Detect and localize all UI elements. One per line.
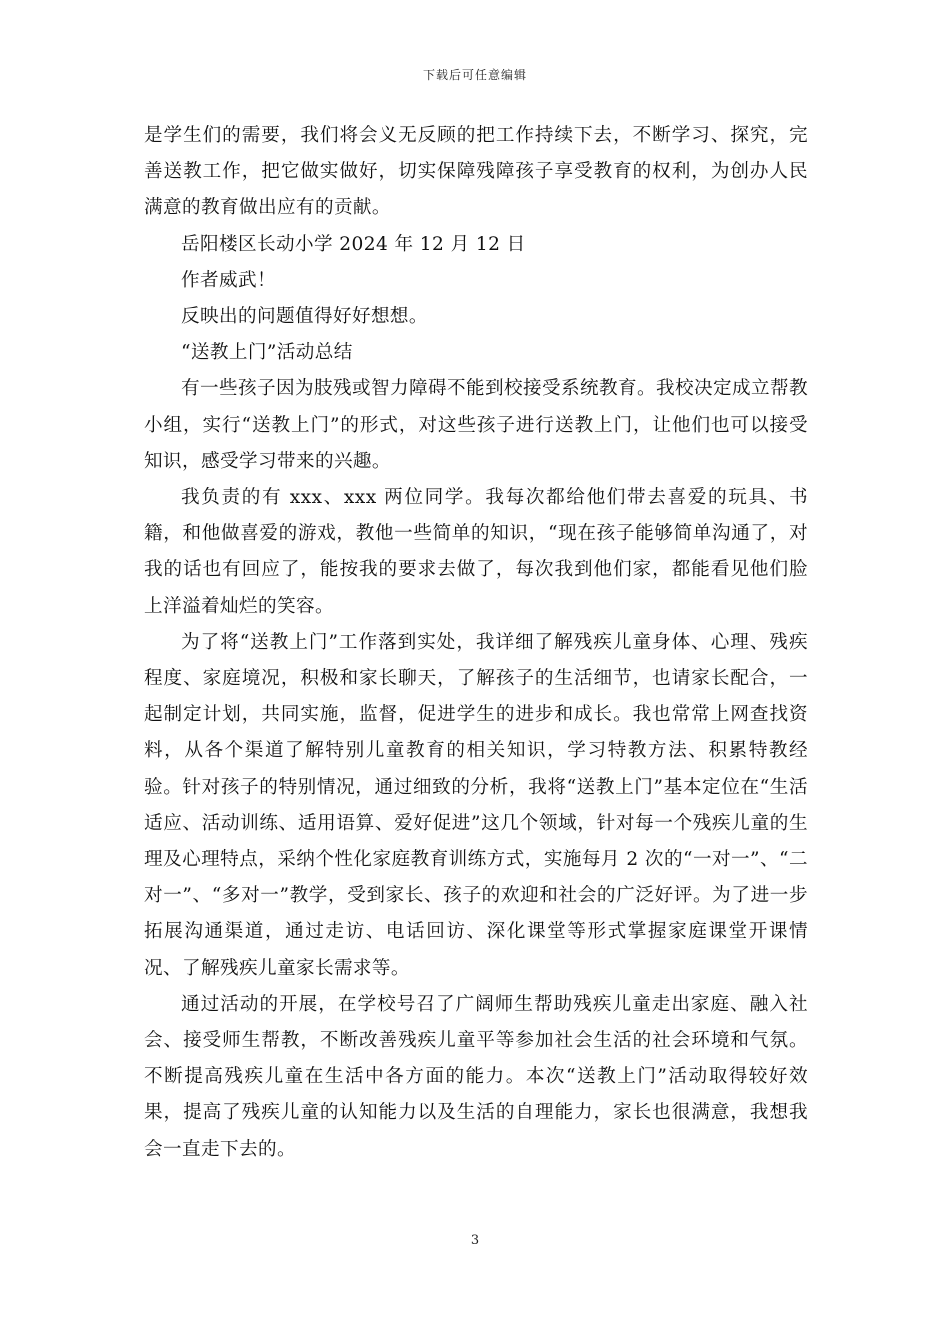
page-header: 下载后可任意编辑 xyxy=(422,68,527,82)
paragraph-implementation: 为了将“送教上门”工作落到实处，我详细了解残疾儿童身体、心理、残疾程度、家庭境况，积极和家长聊天，了解孩子的生活细节，也请家长配合，一起制定计划，共同实施，监督，促进学生的进步和成长。我也常常上网查找资料，从各个渠道了解特别儿童教育的相关知识，学习特教方法、积累特教经验。针对孩子的特别情况，通过细致的分析，我将“送教上门”基本定位在“生活适应、活动训练、适用语算、爱好促进”这几个领域，针对每一个残疾儿童的生理及心理特点，采纳个性化家庭教育训练方式，实施每月 2 次的“一对一”、“二对一”、“多对一”教学，受到家长、孩子的欢迎和社会的广泛好评。为了进一步拓展沟通渠道，通过走访、电话回访、深化课堂等形式掌握家庭课堂开课情况、了解残疾儿童家长需求等。 xyxy=(144,631,808,979)
page-number: 3 xyxy=(470,1233,480,1248)
section-title: “送教上门”活动总结 xyxy=(181,342,353,364)
signature-date-line: 岳阳楼区长动小学 2024 年 12 月 12 日 xyxy=(181,233,526,255)
document-body xyxy=(144,118,808,1168)
paragraph-responsibility: 我负责的有 xxx、xxx 两位同学。我每次都给他们带去喜爱的玩具、书籍，和他做喜爱的游戏，教他一些简单的知识，“现在孩子能够简单沟通了，对我的话也有回应了，能按我的要求去做了，每次我到他们家，都能看见他们脸上洋溢着灿烂的笑容。 xyxy=(144,487,808,617)
paragraph-results: 通过活动的开展，在学校号召了广阔师生帮助残疾儿童走出家庭、融入社会、接受师生帮教，不断改善残疾儿童平等参加社会生活的社会环境和气氛。不断提高残疾儿童在生活中各方面的能力。本次“送教上门”活动取得较好效果，提高了残疾儿童的认知能力以及生活的自理能力，家长也很满意，我想我会一直走下去的。 xyxy=(144,993,808,1160)
comment-line-author: 作者威武！ xyxy=(181,269,276,291)
comment-line-reflection: 反映出的问题值得好好想想。 xyxy=(181,306,428,328)
paragraph-intro: 有一些孩子因为肢残或智力障碍不能到校接受系统教育。我校决定成立帮教小组，实行“送教上门”的形式，对这些孩子进行送教上门，让他们也可以接受知识，感受学习带来的兴趣。 xyxy=(144,378,808,472)
paragraph-continuation: 是学生们的需要，我们将会义无反顾的把工作持续下去，不断学习、探究，完善送教工作，把它做实做好，切实保障残障孩子享受教育的权利，为创办人民满意的教育做出应有的贡献。 xyxy=(144,125,808,219)
